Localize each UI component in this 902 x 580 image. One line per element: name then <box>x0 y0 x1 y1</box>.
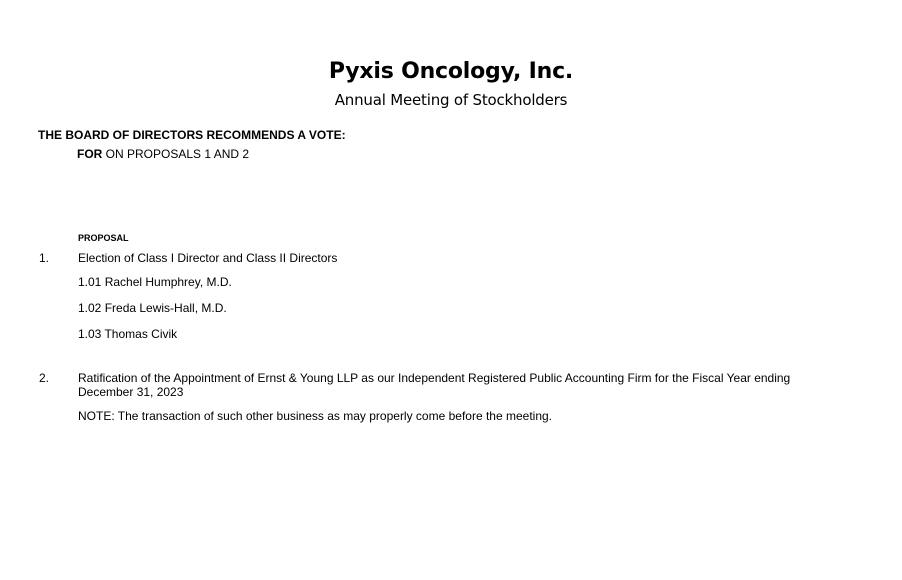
meeting-subtitle: Annual Meeting of Stockholders <box>334 91 568 109</box>
proposal-1-number: 1. <box>39 251 50 265</box>
nominee-1: 1.01 Rachel Humphrey, M.D. <box>78 275 232 289</box>
proposal-2-text-line2: December 31, 2023 <box>78 385 184 399</box>
proposal-column-heading: PROPOSAL <box>78 233 129 243</box>
nominee-2: 1.02 Freda Lewis-Hall, M.D. <box>78 301 227 315</box>
vote-for-label: FOR <box>77 147 103 161</box>
proposal-2-text-line1: Ratification of the Appointment of Ernst & Young LLP as our Independent Registered Public Accounting Firm for the Fiscal Year ending <box>78 371 791 385</box>
recommendation-text: ON PROPOSALS 1 AND 2 <box>102 147 250 161</box>
company-title: Pyxis Oncology, Inc. <box>328 59 574 84</box>
nominee-3: 1.03 Thomas Civik <box>78 327 178 341</box>
board-recommendation-heading: THE BOARD OF DIRECTORS RECOMMENDS A VOTE: <box>38 128 346 142</box>
note-text: NOTE: The transaction of such other business as may properly come before the meeting. <box>78 409 553 423</box>
proposal-1-text: Election of Class I Director and Class II Directors <box>78 251 338 265</box>
proposal-2-number: 2. <box>39 371 50 385</box>
board-recommendation-line <box>77 147 249 161</box>
